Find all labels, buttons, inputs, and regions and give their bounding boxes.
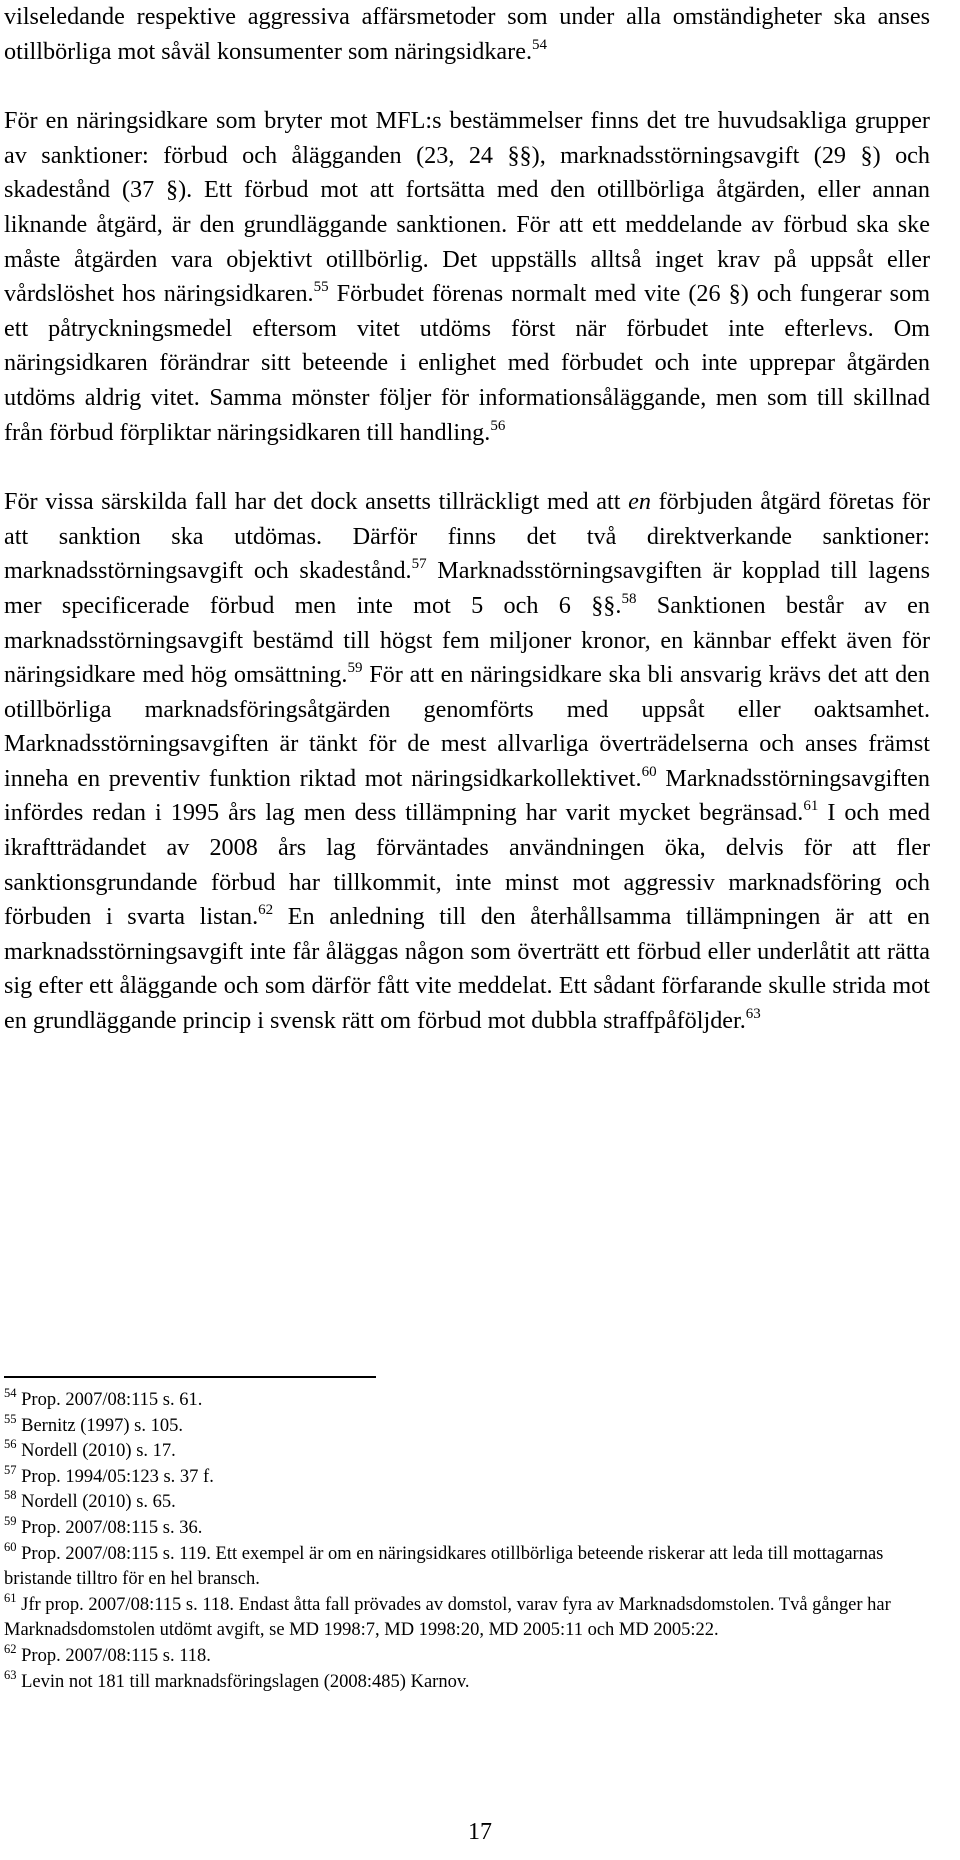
footnote-number: 55 <box>4 1411 17 1426</box>
footnote-reference: 59 <box>347 660 363 677</box>
body-paragraph <box>4 485 930 1039</box>
body-paragraph <box>4 104 930 450</box>
text-run: I och med ikraftträdandet av 2008 års lag förväntades användningen öka, delvis för att fler sanktionsgrundande förbud har tillkommit, inte minst mot aggressiv marknadsföring och förbuden i svarta listan. <box>4 799 930 931</box>
footnote-reference: 55 <box>313 279 329 296</box>
text-run: För en näringsidkare som bryter mot MFL:s bestämmelser finns det tre huvudsakliga grupper av sanktioner: förbud och ålägganden (23, 24 §§), marknadsstörningsavgift (29 §) och skadestånd (37 §). Ett förbud mot att fortsätta med den otillbörliga åtgärden, eller annan liknande åtgärd, är den grundläggande sanktionen. För att ett meddelande av förbud ska ske måste åtgärden vara objektivt otillbörlig. Det uppställs alltså inget krav på uppsåt eller vårdslöshet hos näringsidkaren. <box>4 107 930 308</box>
footnote-reference: 58 <box>621 590 637 607</box>
footnote-reference: 54 <box>532 36 547 53</box>
footnote-text: Bernitz (1997) s. 105. <box>21 1415 183 1436</box>
footnote-item <box>4 1590 930 1644</box>
footnote-text: Nordell (2010) s. 17. <box>21 1441 176 1462</box>
footnote-item <box>4 1667 930 1696</box>
body-text <box>4 0 930 1039</box>
footnote-text: Prop. 1994/05:123 s. 37 f. <box>21 1466 214 1487</box>
body-paragraph <box>4 0 930 69</box>
text-run: Marknadsstörningsavgiften är kopplad till lagens mer specificerade förbud men inte mot 5 och 6 §§. <box>4 557 930 619</box>
text-run: förbjuden åtgärd företas för att sanktion ska utdömas. Därför finns det två direktverkande sanktioner: marknadsstörningsavgift och skadestånd. <box>4 488 930 585</box>
footnote-number: 63 <box>4 1667 17 1682</box>
footnote-item <box>4 1388 930 1414</box>
footnote-text: Prop. 2007/08:115 s. 118. <box>21 1645 211 1666</box>
footnote-number: 54 <box>4 1386 17 1400</box>
emphasis-text: en <box>628 488 651 516</box>
footnote-text: Prop. 2007/08:115 s. 61. <box>21 1390 203 1410</box>
footnote-number: 60 <box>4 1539 17 1554</box>
footnote-item <box>4 1641 930 1670</box>
footnote-item <box>4 1490 930 1516</box>
footnote-text: Nordell (2010) s. 65. <box>21 1492 176 1513</box>
footnote-item <box>4 1411 930 1440</box>
footnote-item <box>4 1462 930 1491</box>
footnote-reference: 56 <box>490 417 506 434</box>
text-run: vilseledande respektive aggressiva affärsmetoder som under alla omständigheter ska anses otillbörliga mot såväl konsumenter som näringsidkare. <box>4 3 930 65</box>
footnotes <box>4 1388 930 1695</box>
footnote-item <box>4 1513 930 1542</box>
footnote-item <box>4 1439 930 1465</box>
text-run: Sanktionen består av en marknadsstörningsavgift bestämd till högst fem miljoner kronor, en kännbar effekt även för näringsidkare med hög omsättning. <box>4 591 930 689</box>
footnote-text: Jfr prop. 2007/08:115 s. 118. Endast åtta fall prövades av domstol, varav fyra av Marknadsdomstolen. Två gånger har Marknadsdomstolen utdömt avgift, se MD 1998:7, MD 1998:20, MD 2005:11 och MD 2005:22. <box>4 1594 891 1641</box>
footnote-number: 57 <box>4 1462 17 1477</box>
footnote-text: Prop. 2007/08:115 s. 119. Ett exempel är om en näringsidkares otillbörliga beteende riskerar att leda till mottagarnas bristande tilltro för en hel bransch. <box>4 1543 884 1590</box>
footnote-item <box>4 1539 930 1593</box>
footnote-reference: 63 <box>745 1006 761 1023</box>
text-run: Förbudet förenas normalt med vite (26 §) och fungerar som ett påtryckningsmedel eftersom vitet utdöms först när förbudet inte efterlevs. Om näringsidkaren förändrar sitt beteende i enlighet med förbudet och inte upprepar åtgärden utdöms aldrig vitet. Samma mönster följer för informationsåläggande, men som till skillnad från förbud förpliktar näringsidkaren till handling. <box>4 280 931 446</box>
footnote-separator <box>4 1376 376 1378</box>
footnote-text: Prop. 2007/08:115 s. 36. <box>21 1517 203 1538</box>
footnote-text: Levin not 181 till marknadsföringslagen (2008:485) Karnov. <box>21 1671 470 1692</box>
text-run: Marknadsstörningsavgiften infördes redan i 1995 års lag men dess tillämpning har varit mycket begränsad. <box>4 764 930 827</box>
footnote-reference: 61 <box>803 798 819 815</box>
footnote-reference: 57 <box>411 556 427 573</box>
footnote-reference: 62 <box>258 902 274 919</box>
footnote-reference: 60 <box>641 763 657 780</box>
footnote-number: 62 <box>4 1641 17 1656</box>
page-number: 17 <box>468 1819 492 1845</box>
text-run: För att en näringsidkare ska bli ansvarig krävs det att den otillbörliga marknadsföringsåtgärden genomförts med uppsåt eller oaktsamhet. Marknadsstörningsavgiften är tänkt för de mest allvarliga överträdelserna och anses främst inneha en preventiv funktion riktad mot näringsidkarkollektivet. <box>4 661 931 792</box>
footnote-number: 58 <box>4 1488 17 1503</box>
footnote-number: 61 <box>4 1590 17 1605</box>
footnote-number: 56 <box>4 1437 17 1452</box>
text-run: För vissa särskilda fall har det dock ansetts tillräckligt med att <box>4 488 629 516</box>
footnote-number: 59 <box>4 1513 17 1528</box>
text-run: En anledning till den återhållsamma tillämpningen är att en marknadsstörningsavgift inte får åläggas någon som överträtt ett förbud eller underlåtit att rätta sig efter ett åläggande och som därför fått vite meddelat. Ett sådant förfarande skulle strida mot en grundläggande princip i svensk rätt om förbud mot dubbla straffpåföljder. <box>4 903 930 1035</box>
